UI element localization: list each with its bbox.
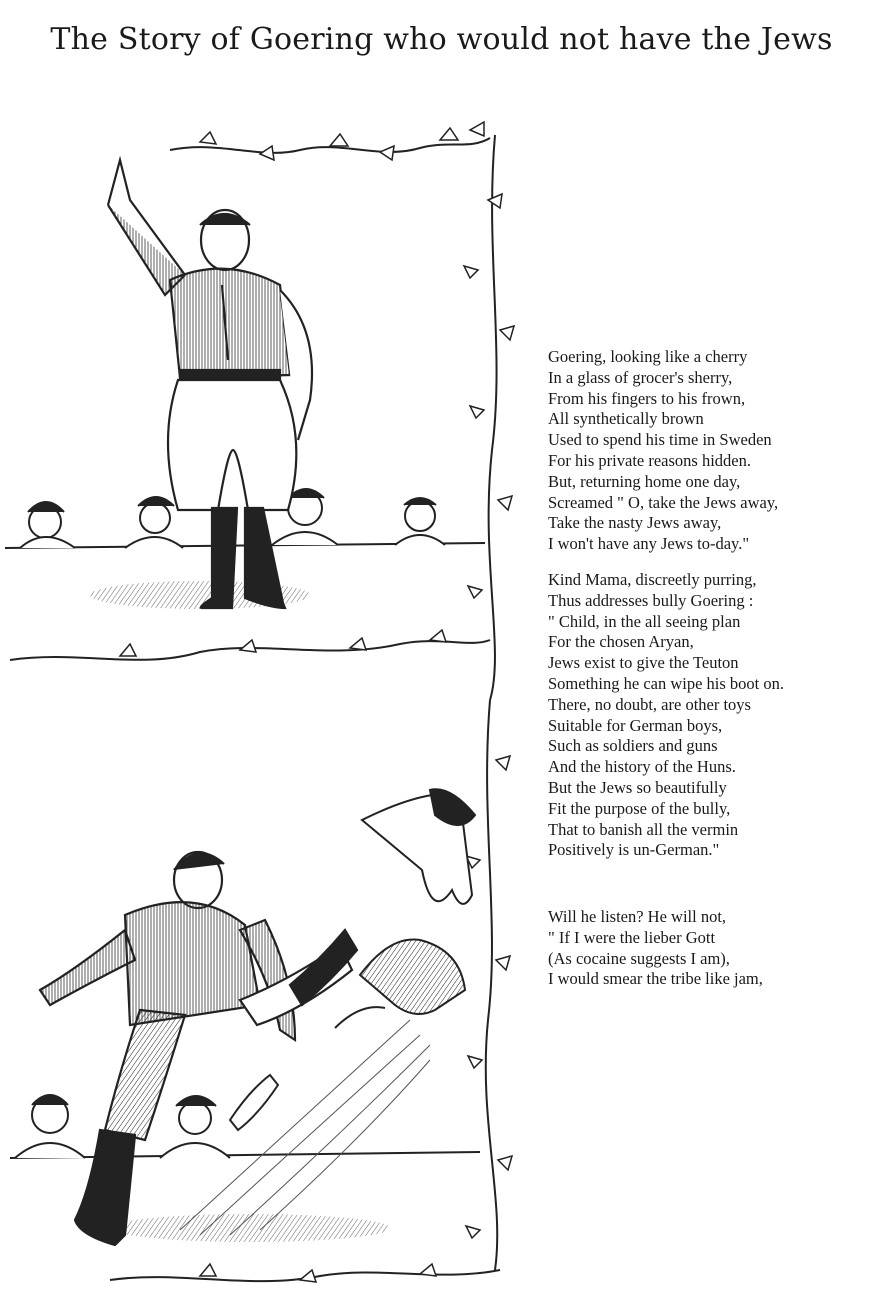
verse-line: (As cocaine suggests I am), xyxy=(548,948,730,968)
verse-line: That to banish all the vermin xyxy=(548,819,739,839)
verse-line: Positively is un-German." xyxy=(548,840,720,860)
verse-line: And the history of the Huns. xyxy=(548,757,736,777)
verse-line: Take the nasty Jews away, xyxy=(548,513,722,533)
verse-line: Fit the purpose of the bully, xyxy=(548,798,731,818)
verse-line: Kind Mama, discreetly purring, xyxy=(548,570,757,589)
verse-line: Screamed " O, take the Jews away, xyxy=(548,492,779,512)
verse-line: Goering, looking like a cherry xyxy=(548,347,748,366)
verse-line: Such as soldiers and guns xyxy=(548,736,718,756)
verse-line: All synthetically brown xyxy=(548,409,704,429)
verse-line: From his fingers to his frown, xyxy=(548,388,746,408)
verse-line: " Child, in the all seeing plan xyxy=(548,611,741,631)
stanza xyxy=(548,907,878,990)
stanza xyxy=(548,347,878,555)
verse-line: Suitable for German boys, xyxy=(548,715,723,735)
verse-line: " If I were the lieber Gott xyxy=(548,927,716,947)
kicking-figure xyxy=(40,852,357,1245)
flying-figures xyxy=(335,789,475,1028)
verse-line: For the chosen Aryan, xyxy=(548,632,694,652)
verse-line: Will he listen? He will not, xyxy=(548,907,727,926)
verse-line: There, no doubt, are other toys xyxy=(548,694,751,714)
verse-line: But, returning home one day, xyxy=(548,471,741,491)
verse-line: In a glass of grocer's sherry, xyxy=(548,367,733,387)
verse-line: Thus addresses bully Goering : xyxy=(548,590,754,610)
verse-line: Used to spend his time in Sweden xyxy=(548,430,772,450)
verse-line: Jews exist to give the Teuton xyxy=(548,653,739,673)
verse-line: I won't have any Jews to-day." xyxy=(548,534,750,554)
illustration xyxy=(0,105,530,1300)
stanza xyxy=(548,570,878,861)
page-title: The Story of Goering who would not have the Jews xyxy=(50,22,833,57)
verse-line: But the Jews so beautifully xyxy=(548,777,727,797)
motion-lines xyxy=(180,1020,430,1235)
verse-line: Something he can wipe his boot on. xyxy=(548,673,785,693)
verse-line: For his private reasons hidden. xyxy=(548,450,752,470)
verse-line: I would smear the tribe like jam, xyxy=(548,969,763,989)
